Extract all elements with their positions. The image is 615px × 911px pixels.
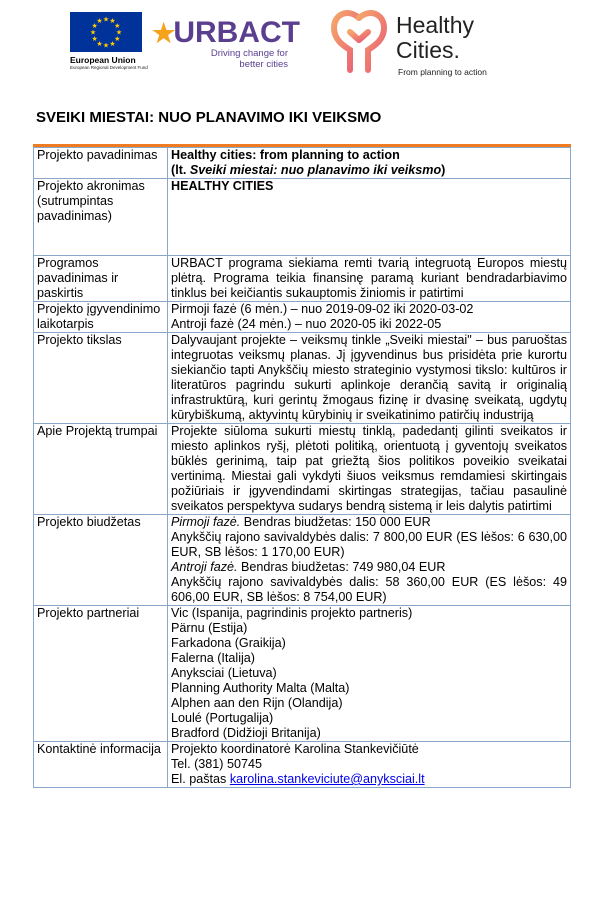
partner-item: Alphen aan den Rijn (Olandija) xyxy=(171,696,343,710)
eu-star-icon: ★ xyxy=(109,40,116,48)
row-label-period: Projekto įgyvendinimo laikotarpis xyxy=(34,302,168,333)
healthy-cities-mark-icon xyxy=(330,10,388,76)
healthy-cities-title-1: Healthy xyxy=(396,12,474,38)
partner-item: Anyksciai (Lietuva) xyxy=(171,666,277,680)
row-label-partners: Projekto partneriai xyxy=(34,606,168,742)
budget-phase-2-total: Bendras biudžetas: 749 980,04 EUR xyxy=(237,560,446,574)
period-phase-2: Antroji fazė (24 mėn.) – nuo 2020-05 iki 2022-05 xyxy=(171,317,442,331)
row-label-goal: Projekto tikslas xyxy=(34,333,168,424)
row-label-contact: Kontaktinė informacija xyxy=(34,742,168,788)
budget-phase-1-share: Anykščių rajono savivaldybės dalis: 7 800,00 EUR (ES lėšos: 6 630,00 EUR, SB lėšos: 1 170,00 EUR) xyxy=(171,530,567,559)
budget-phase-2-share: Anykščių rajono savivaldybės dalis: 58 360,00 EUR (ES lėšos: 49 606,00 EUR, SB lėšos: 8 754,00 EUR) xyxy=(171,575,567,604)
row-value-partners xyxy=(168,606,571,742)
row-value-acronym: HEALTHY CITIES xyxy=(168,179,571,256)
eu-star-icon: ★ xyxy=(102,16,110,24)
budget-phase-2-label: Antroji fazė. xyxy=(171,560,238,574)
urbact-star-icon: ★ xyxy=(152,18,176,48)
partner-item: Farkadona (Graikija) xyxy=(171,636,286,650)
urbact-logo xyxy=(152,18,312,70)
eu-star-icon: ★ xyxy=(96,40,103,48)
partner-item: Bradford (Didžioji Britanija) xyxy=(171,726,321,740)
table-row xyxy=(34,333,571,424)
table-row xyxy=(34,515,571,606)
project-info-table xyxy=(33,147,571,788)
eu-star-icon: ★ xyxy=(89,29,97,37)
healthy-cities-subtitle: From planning to action xyxy=(398,67,487,77)
row-value-budget xyxy=(168,515,571,606)
contact-email-link[interactable]: karolina.stankeviciute@anyksciai.lt xyxy=(229,772,425,786)
eu-star-icon: ★ xyxy=(102,42,110,50)
urbact-tagline-1: Driving change for xyxy=(210,48,288,59)
row-label-acronym: Projekto akronimas (sutrumpintas pavadinimas) xyxy=(34,179,168,256)
eu-logo xyxy=(70,12,146,70)
budget-phase-1-total: Bendras biudžetas: 150 000 EUR xyxy=(240,515,431,529)
table-row xyxy=(34,606,571,742)
contact-coordinator: Projekto koordinatorė Karolina Stankevičiūtė xyxy=(171,742,419,756)
project-name-lt: Sveiki miestai: nuo planavimo iki veiksmo xyxy=(189,163,442,177)
row-label-budget: Projekto biudžetas xyxy=(34,515,168,606)
partner-item: Falerna (Italija) xyxy=(171,651,255,665)
row-value-about: Projekte siūloma sukurti miestų tinklą, padedantį gilinti sveikatos ir miesto aplinkos ryšį, plėtoti politiką, orientuotą į gyventojų sveikatos būklės gerinimą, taip pat griežtą šios politikos poveikio sveikatai vertinimą. Miestai gali vykdyti šiuos veiksmus remdamiesi skirtingais požiūriais ir įgyvendindami skirtingas strategijas, tačiau pasaulinė sveikatos perspektyva sudarys bendrą sistemą ir leis dalytis patirtimi xyxy=(168,424,571,515)
eu-logo-subtitle: European Regional Development Fund xyxy=(70,65,148,70)
partner-item: Pärnu (Estija) xyxy=(171,621,248,635)
row-value-name: Healthy cities: from planning to action (lt. Sveiki miestai: nuo planavimo iki veiksmo) xyxy=(168,148,571,179)
row-label-about: Apie Projektą trumpai xyxy=(34,424,168,515)
eu-star-icon: ★ xyxy=(114,23,121,30)
table-row xyxy=(34,742,571,788)
partner-item: Planning Authority Malta (Malta) xyxy=(171,681,350,695)
eu-logo-name: European Union xyxy=(70,55,136,65)
eu-star-icon: ★ xyxy=(91,23,98,30)
table-row xyxy=(34,256,571,302)
row-label-name: Projekto pavadinimas xyxy=(34,148,168,179)
row-label-programme: Programos pavadinimas ir paskirtis xyxy=(34,256,168,302)
row-value-programme: URBACT programa siekiama remti tvarią integruotą Europos miestų plėtrą. Programa teikia finansinę paramą kuriant bendradarbiavimo tinklus bei keičiantis sukauptomis žiniomis ir patirtimi xyxy=(168,256,571,302)
eu-star-icon: ★ xyxy=(115,29,123,37)
eu-star-icon: ★ xyxy=(96,18,103,26)
eu-star-icon: ★ xyxy=(114,36,121,43)
contact-phone: Tel. (381) 50745 xyxy=(171,757,263,771)
eu-flag-icon xyxy=(70,12,142,52)
table-row xyxy=(34,148,571,179)
partner-item: Vic (Ispanija, pagrindinis projekto partneris) xyxy=(171,606,413,620)
table-row xyxy=(34,302,571,333)
table-row xyxy=(34,424,571,515)
urbact-logo-word: URBACT xyxy=(173,16,300,49)
healthy-cities-title-2: Cities. xyxy=(396,37,460,63)
logo-bar xyxy=(0,8,615,80)
eu-star-icon: ★ xyxy=(91,36,98,43)
document-title: SVEIKI MIESTAI: NUO PLANAVIMO IKI VEIKSMO xyxy=(36,109,382,126)
row-value-period xyxy=(168,302,571,333)
partner-item: Loulé (Portugalija) xyxy=(171,711,274,725)
row-value-contact: Projekto koordinatorė Karolina Stankevičiūtė Tel. (381) 50745 El. paštas karolina.stankeviciute@anyksciai.lt xyxy=(168,742,571,788)
table-row xyxy=(34,179,571,256)
healthy-cities-logo xyxy=(330,10,530,80)
row-value-goal: Dalyvaujant projekte – veiksmų tinkle „Sveiki miestai" – bus paruoštas integruotas veiksmų planas. Jį įgyvendinus bus prisidėta prie kurortu siekiančio tapti Anykščių miesto strateginio vystymosi tikslo: kultūros ir literatūros pagrindu sukurti aplinkoje derančią savitą ir originalią infrastruktūrą, kuri gerintų žmogaus fizinę ir dvasinę sveikatą, ugdytų kūrybiškumą, aktyvintų kūrybinių ir sveikatinimo patirčių industriją xyxy=(168,333,571,424)
eu-star-icon: ★ xyxy=(109,18,116,26)
budget-phase-1-label: Pirmoji fazė. xyxy=(171,515,241,529)
project-name-en: Healthy cities: from planning to action xyxy=(171,148,400,162)
period-phase-1: Pirmoji fazė (6 mėn.) – nuo 2019-09-02 iki 2020-03-02 xyxy=(171,302,474,316)
urbact-tagline-2: better cities xyxy=(239,59,288,70)
